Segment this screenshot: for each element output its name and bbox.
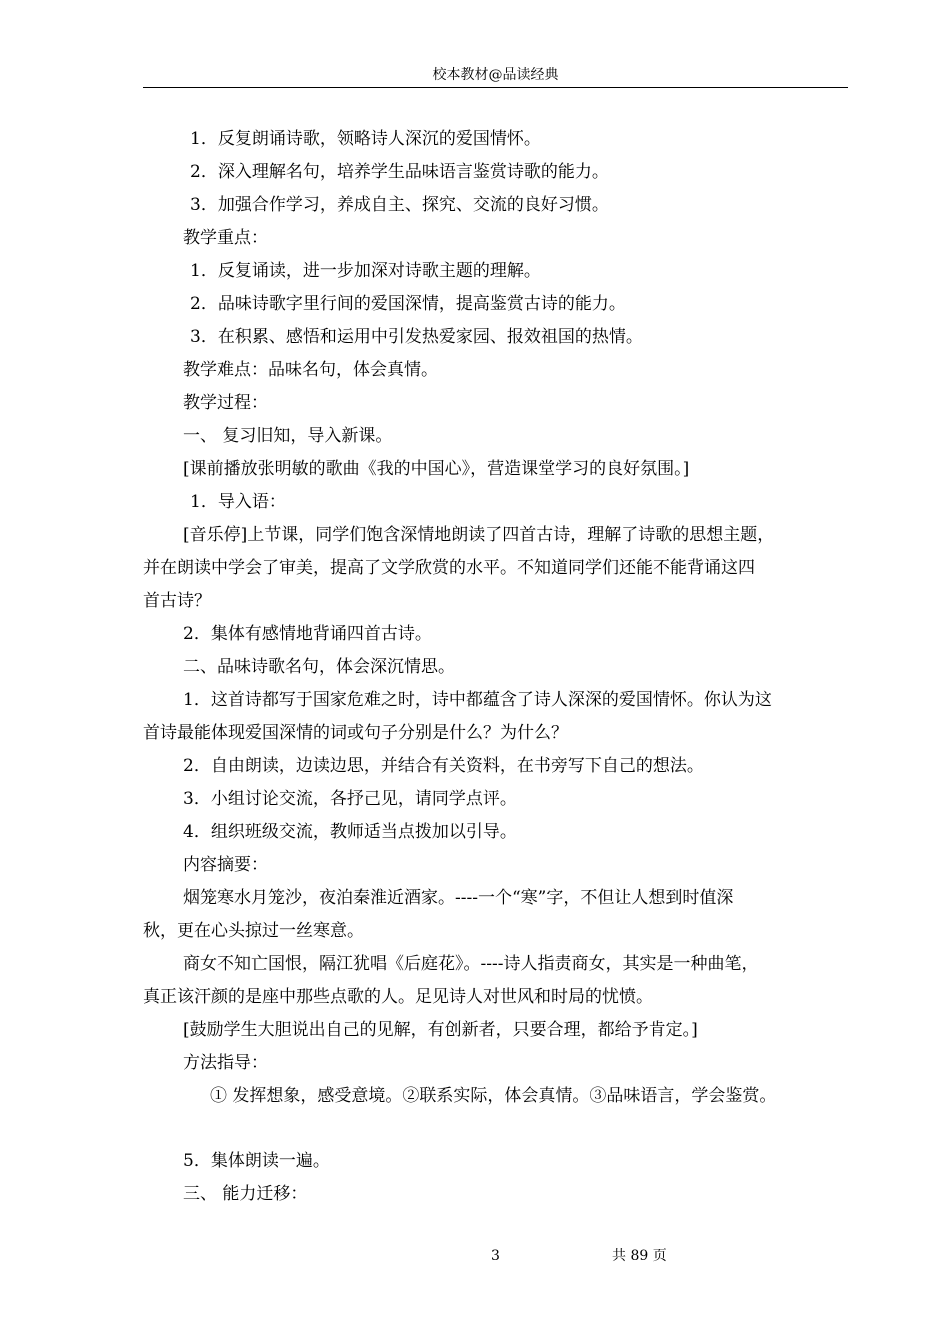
text-line: 一、 复习旧知，导入新课。	[183, 426, 393, 446]
text-line: [课前播放张明敏的歌曲《我的中国心》，营造课堂学习的良好氛围。]	[183, 459, 690, 479]
page-header: 校本教材@品读经典	[432, 67, 559, 83]
text-line: 4．组织班级交流，教师适当点拨加以引导。	[183, 822, 517, 842]
text-line: 秋，更在心头掠过一丝寒意。	[143, 921, 364, 941]
text-line: 2．深入理解名句，培养学生品味语言鉴赏诗歌的能力。	[190, 162, 609, 182]
text-line: 教学过程：	[183, 393, 268, 413]
text-line: 首古诗？	[143, 591, 211, 611]
text-line: 二、品味诗歌名句，体会深沉情思。	[183, 657, 455, 677]
text-line: 教学重点：	[183, 228, 268, 248]
text-line: 3．加强合作学习，养成自主、探究、交流的良好习惯。	[190, 195, 609, 215]
text-line: 三、 能力迁移：	[183, 1184, 308, 1204]
text-line: 首诗最能体现爱国深情的词或句子分别是什么？为什么？	[143, 723, 568, 743]
text-line: 1．这首诗都写于国家危难之时，诗中都蕴含了诗人深深的爱国情怀。你认为这	[183, 690, 772, 710]
text-line: 2．集体有感情地背诵四首古诗。	[183, 624, 432, 644]
text-line: 并在朗读中学会了审美，提高了文学欣赏的水平。不知道同学们还能不能背诵这四	[143, 558, 755, 578]
text-line: 2．自由朗读，边读边思，并结合有关资料，在书旁写下自己的想法。	[183, 756, 704, 776]
text-line: 方法指导：	[183, 1053, 268, 1073]
total-pages: 共 89 页	[612, 1248, 667, 1264]
header-rule	[143, 87, 848, 88]
text-line: 3．在积累、感悟和运用中引发热爱家园、报效祖国的热情。	[190, 327, 643, 347]
text-line: 内容摘要：	[183, 855, 268, 875]
text-line: [音乐停]上节课，同学们饱含深情地朗读了四首古诗，理解了诗歌的思想主题，	[183, 525, 775, 545]
text-line: 教学难点：品味名句，体会真情。	[183, 360, 438, 380]
text-line: ① 发挥想象，感受意境。②联系实际，体会真情。③品味语言，学会鉴赏。	[210, 1086, 777, 1106]
text-line: 2．品味诗歌字里行间的爱国深情，提高鉴赏古诗的能力。	[190, 294, 626, 314]
page-number: 3	[491, 1248, 500, 1264]
text-line: 3．小组讨论交流，各抒己见，请同学点评。	[183, 789, 517, 809]
text-line: 烟笼寒水月笼沙，夜泊秦淮近酒家。----一个“寒”字，不但让人想到时值深	[183, 888, 734, 908]
text-line: 真正该汗颜的是座中那些点歌的人。足见诗人对世风和时局的忧愤。	[143, 987, 653, 1007]
text-line: 商女不知亡国恨，隔江犹唱《后庭花》。----诗人指责商女，其实是一种曲笔，	[183, 954, 759, 974]
text-line: 1．反复朗诵诗歌，领略诗人深沉的爱国情怀。	[190, 129, 541, 149]
text-line: 5．集体朗读一遍。	[183, 1151, 330, 1171]
text-line: [鼓励学生大胆说出自己的见解，有创新者，只要合理，都给予肯定。]	[183, 1020, 698, 1040]
text-line: 1．反复诵读，进一步加深对诗歌主题的理解。	[190, 261, 541, 281]
text-line: 1．导入语：	[190, 492, 286, 512]
